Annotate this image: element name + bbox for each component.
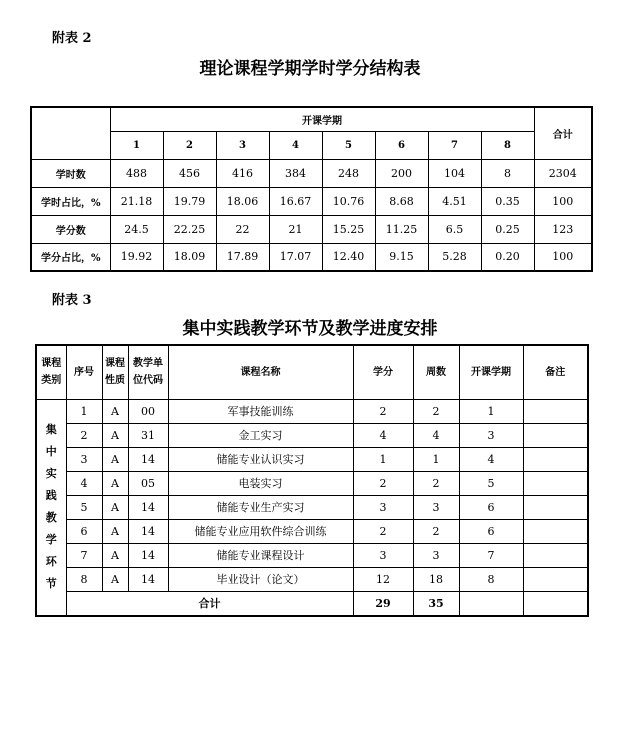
weeks-cell: 4 <box>413 423 459 447</box>
category-cell <box>36 399 66 616</box>
course-name-cell: 储能专业应用软件综合训练 <box>168 519 353 543</box>
semester-number: 2 <box>163 131 216 159</box>
remarks-cell <box>523 423 588 447</box>
total-label: 合计 <box>66 591 353 616</box>
value-cell: 0.25 <box>481 215 534 243</box>
course-name-cell: 储能专业认识实习 <box>168 447 353 471</box>
credits-cell: 2 <box>353 399 413 423</box>
row-total: 100 <box>534 243 592 271</box>
appendix3-title: 集中实践教学环节及教学进度安排 <box>182 319 438 339</box>
semester-number: 5 <box>322 131 375 159</box>
semester-cell: 4 <box>459 447 523 471</box>
credits-cell: 3 <box>353 543 413 567</box>
course-name-cell: 军事技能训练 <box>168 399 353 423</box>
appendix3-label: 附表 3 <box>52 293 92 308</box>
semester-header: 开课学期 <box>110 107 534 131</box>
value-cell: 19.79 <box>163 187 216 215</box>
header-category: 课程类别 <box>36 345 66 399</box>
table-row <box>36 399 588 423</box>
remarks-cell <box>523 495 588 519</box>
value-cell: 416 <box>216 159 269 187</box>
header-credits: 学分 <box>353 345 413 399</box>
table-row <box>31 187 592 215</box>
remarks-cell <box>523 543 588 567</box>
unit-code-cell: 14 <box>128 495 168 519</box>
value-cell: 6.5 <box>428 215 481 243</box>
seq-cell: 6 <box>66 519 102 543</box>
seq-cell: 2 <box>66 423 102 447</box>
nature-cell: A <box>102 423 128 447</box>
course-name-cell: 电装实习 <box>168 471 353 495</box>
total-weeks: 35 <box>413 591 459 616</box>
value-cell: 12.40 <box>322 243 375 271</box>
semester-number: 4 <box>269 131 322 159</box>
unit-code-cell: 14 <box>128 519 168 543</box>
credits-cell: 3 <box>353 495 413 519</box>
total-credits: 29 <box>353 591 413 616</box>
row-label: 学分占比，% <box>31 243 110 271</box>
table-row <box>36 567 588 591</box>
weeks-cell: 2 <box>413 399 459 423</box>
value-cell: 21 <box>269 215 322 243</box>
value-cell: 22.25 <box>163 215 216 243</box>
value-cell: 8 <box>481 159 534 187</box>
semester-cell: 1 <box>459 399 523 423</box>
value-cell: 488 <box>110 159 163 187</box>
total-row <box>36 591 588 616</box>
empty-cell <box>459 591 523 616</box>
table-row <box>36 543 588 567</box>
row-label: 学时占比，% <box>31 187 110 215</box>
unit-code-cell: 31 <box>128 423 168 447</box>
credits-cell: 12 <box>353 567 413 591</box>
unit-code-cell: 05 <box>128 471 168 495</box>
seq-cell: 8 <box>66 567 102 591</box>
value-cell: 16.67 <box>269 187 322 215</box>
nature-cell: A <box>102 447 128 471</box>
row-label: 学分数 <box>31 215 110 243</box>
weeks-cell: 3 <box>413 495 459 519</box>
semester-number: 7 <box>428 131 481 159</box>
seq-cell: 4 <box>66 471 102 495</box>
unit-code-cell: 00 <box>128 399 168 423</box>
value-cell: 18.06 <box>216 187 269 215</box>
category-label: 集中实践教学环节 <box>45 423 57 590</box>
value-cell: 5.28 <box>428 243 481 271</box>
appendix2-label: 附表 2 <box>52 31 92 46</box>
semester-number: 3 <box>216 131 269 159</box>
corner-cell <box>31 107 110 159</box>
credit-structure-table <box>30 106 593 272</box>
credits-cell: 4 <box>353 423 413 447</box>
unit-code-cell: 14 <box>128 567 168 591</box>
semester-cell: 6 <box>459 519 523 543</box>
value-cell: 0.20 <box>481 243 534 271</box>
semester-number: 8 <box>481 131 534 159</box>
table-row <box>31 243 592 271</box>
value-cell: 9.15 <box>375 243 428 271</box>
credits-cell: 2 <box>353 471 413 495</box>
table-row <box>36 471 588 495</box>
appendix2-title: 理论课程学期学时学分结构表 <box>199 59 421 79</box>
weeks-cell: 2 <box>413 471 459 495</box>
nature-cell: A <box>102 399 128 423</box>
seq-cell: 5 <box>66 495 102 519</box>
value-cell: 4.51 <box>428 187 481 215</box>
remarks-cell <box>523 447 588 471</box>
semester-cell: 7 <box>459 543 523 567</box>
table-row <box>36 495 588 519</box>
unit-code-cell: 14 <box>128 447 168 471</box>
value-cell: 0.35 <box>481 187 534 215</box>
value-cell: 21.18 <box>110 187 163 215</box>
course-name-cell: 毕业设计（论文） <box>168 567 353 591</box>
header-unit-code: 教学单位代码 <box>128 345 168 399</box>
semester-cell: 5 <box>459 471 523 495</box>
remarks-cell <box>523 519 588 543</box>
value-cell: 24.5 <box>110 215 163 243</box>
value-cell: 456 <box>163 159 216 187</box>
semester-cell: 6 <box>459 495 523 519</box>
header-semester: 开课学期 <box>459 345 523 399</box>
value-cell: 18.09 <box>163 243 216 271</box>
table-row <box>36 447 588 471</box>
header-name: 课程名称 <box>168 345 353 399</box>
value-cell: 200 <box>375 159 428 187</box>
empty-cell <box>523 591 588 616</box>
nature-cell: A <box>102 519 128 543</box>
weeks-cell: 2 <box>413 519 459 543</box>
value-cell: 17.89 <box>216 243 269 271</box>
value-cell: 19.92 <box>110 243 163 271</box>
credits-cell: 2 <box>353 519 413 543</box>
weeks-cell: 18 <box>413 567 459 591</box>
value-cell: 10.76 <box>322 187 375 215</box>
value-cell: 248 <box>322 159 375 187</box>
value-cell: 384 <box>269 159 322 187</box>
table-row <box>31 159 592 187</box>
table-row <box>36 423 588 447</box>
remarks-cell <box>523 567 588 591</box>
header-weeks: 周数 <box>413 345 459 399</box>
nature-cell: A <box>102 471 128 495</box>
header-nature: 课程性质 <box>102 345 128 399</box>
row-total: 2304 <box>534 159 592 187</box>
seq-cell: 3 <box>66 447 102 471</box>
value-cell: 17.07 <box>269 243 322 271</box>
nature-cell: A <box>102 543 128 567</box>
value-cell: 8.68 <box>375 187 428 215</box>
semester-number: 6 <box>375 131 428 159</box>
row-total: 100 <box>534 187 592 215</box>
credits-cell: 1 <box>353 447 413 471</box>
unit-code-cell: 14 <box>128 543 168 567</box>
row-total: 123 <box>534 215 592 243</box>
seq-cell: 7 <box>66 543 102 567</box>
course-name-cell: 储能专业课程设计 <box>168 543 353 567</box>
table-row <box>31 215 592 243</box>
row-label: 学时数 <box>31 159 110 187</box>
semester-number: 1 <box>110 131 163 159</box>
value-cell: 104 <box>428 159 481 187</box>
header-remarks: 备注 <box>523 345 588 399</box>
total-header: 合计 <box>534 107 592 159</box>
seq-cell: 1 <box>66 399 102 423</box>
weeks-cell: 1 <box>413 447 459 471</box>
semester-cell: 3 <box>459 423 523 447</box>
header-seq: 序号 <box>66 345 102 399</box>
course-name-cell: 金工实习 <box>168 423 353 447</box>
course-name-cell: 储能专业生产实习 <box>168 495 353 519</box>
value-cell: 11.25 <box>375 215 428 243</box>
table-row <box>36 519 588 543</box>
weeks-cell: 3 <box>413 543 459 567</box>
value-cell: 22 <box>216 215 269 243</box>
value-cell: 15.25 <box>322 215 375 243</box>
remarks-cell <box>523 471 588 495</box>
nature-cell: A <box>102 495 128 519</box>
nature-cell: A <box>102 567 128 591</box>
semester-cell: 8 <box>459 567 523 591</box>
remarks-cell <box>523 399 588 423</box>
practice-schedule-table <box>35 344 589 617</box>
